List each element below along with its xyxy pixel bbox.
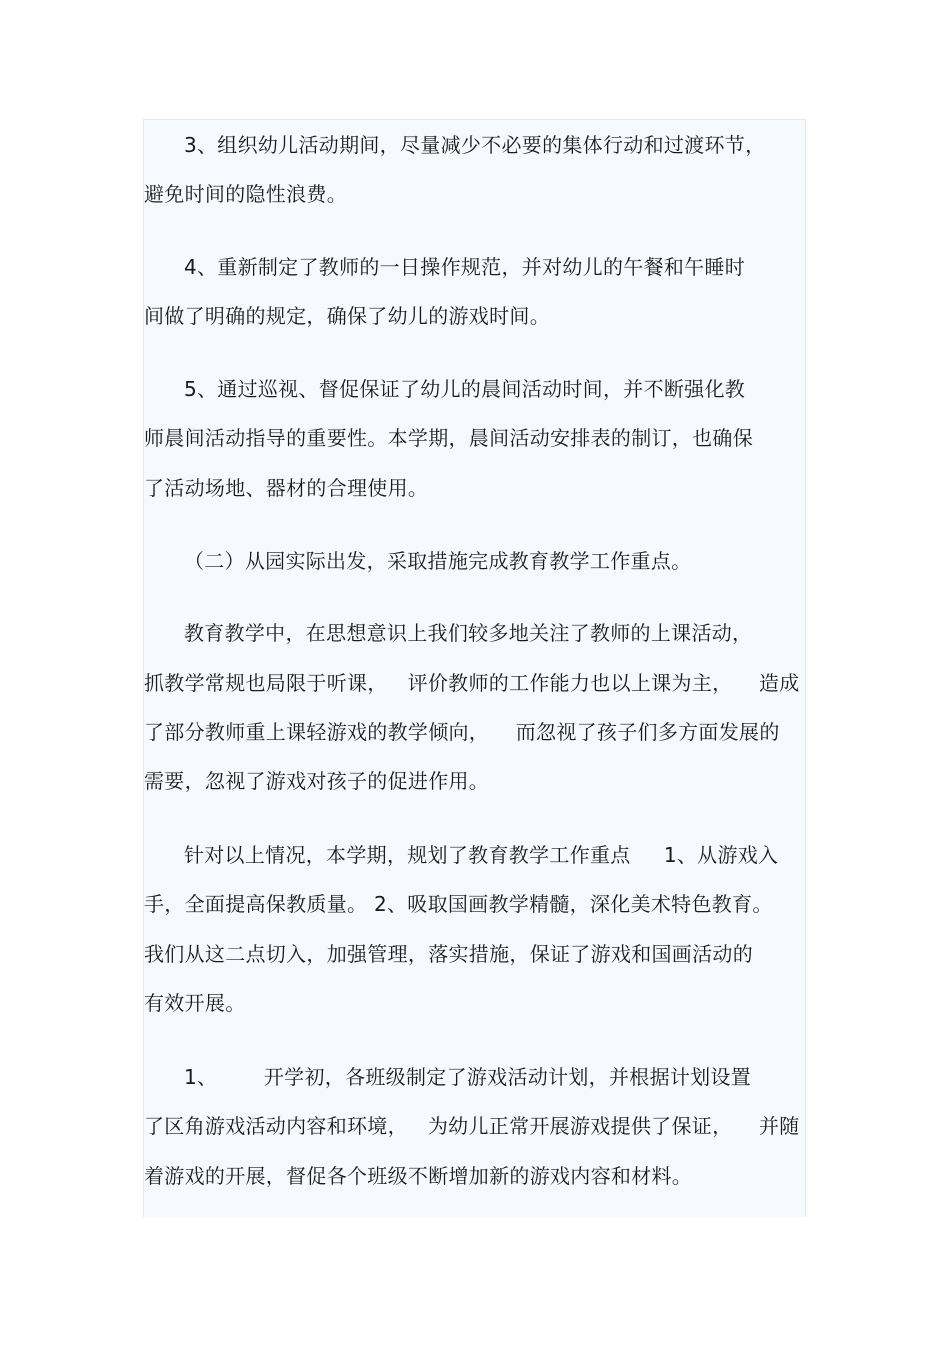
paragraph-5-line-3: 了活动场地、器材的合理使用。 xyxy=(144,476,429,500)
paragraph-5-line-2: 师晨间活动指导的重要性。本学期，晨间活动安排表的制订，也确保 xyxy=(144,426,753,450)
paragraph-4-line-2: 间做了明确的规定，确保了幼儿的游戏时间。 xyxy=(144,304,550,328)
paragraph-3-line-2: 避免时间的隐性浪费。 xyxy=(144,182,347,206)
paragraph-item-1-line-1: 1、 开学初，各班级制定了游戏活动计划，并根据计划设置 xyxy=(144,1065,752,1089)
paragraph-focus-line-3: 我们从这二点切入，加强管理，落实措施，保证了游戏和国画活动的 xyxy=(144,942,753,966)
document-text-block xyxy=(143,119,806,1217)
section-heading-2: （二）从园实际出发，采取措施完成教育教学工作重点。 xyxy=(144,549,692,573)
paragraph-item-1-line-2: 了区角游戏活动内容和环境， 为幼儿正常开展游戏提供了保证， 并随 xyxy=(144,1114,800,1138)
paragraph-4-line-1: 4、重新制定了教师的一日操作规范，并对幼儿的午餐和午睡时 xyxy=(144,255,746,279)
paragraph-teaching-line-2: 抓教学常规也局限于听课， 评价教师的工作能力也以上课为主， 造成 xyxy=(144,671,800,695)
paragraph-5-line-1: 5、通过巡视、督促保证了幼儿的晨间活动时间，并不断强化教 xyxy=(144,377,746,401)
paragraph-teaching-line-4: 需要，忽视了游戏对孩子的促进作用。 xyxy=(144,769,490,793)
paragraph-3-line-1: 3、组织幼儿活动期间，尽量减少不必要的集体行动和过渡环节， xyxy=(144,133,766,157)
paragraph-teaching-line-1: 教育教学中，在思想意识上我们较多地关注了教师的上课活动， xyxy=(144,621,753,645)
paragraph-item-1-line-3: 着游戏的开展，督促各个班级不断增加新的游戏内容和材料。 xyxy=(144,1164,693,1188)
paragraph-focus-line-2: 手，全面提高保教质量。 2、吸取国画教学精髓，深化美术特色教育。 xyxy=(144,892,773,916)
paragraph-teaching-line-3: 了部分教师重上课轻游戏的教学倾向， 而忽视了孩子们多方面发展的 xyxy=(144,720,780,744)
paragraph-focus-line-4: 有效开展。 xyxy=(144,991,246,1015)
paragraph-focus-line-1: 针对以上情况，本学期，规划了教育教学工作重点 1、从游戏入 xyxy=(144,843,779,867)
